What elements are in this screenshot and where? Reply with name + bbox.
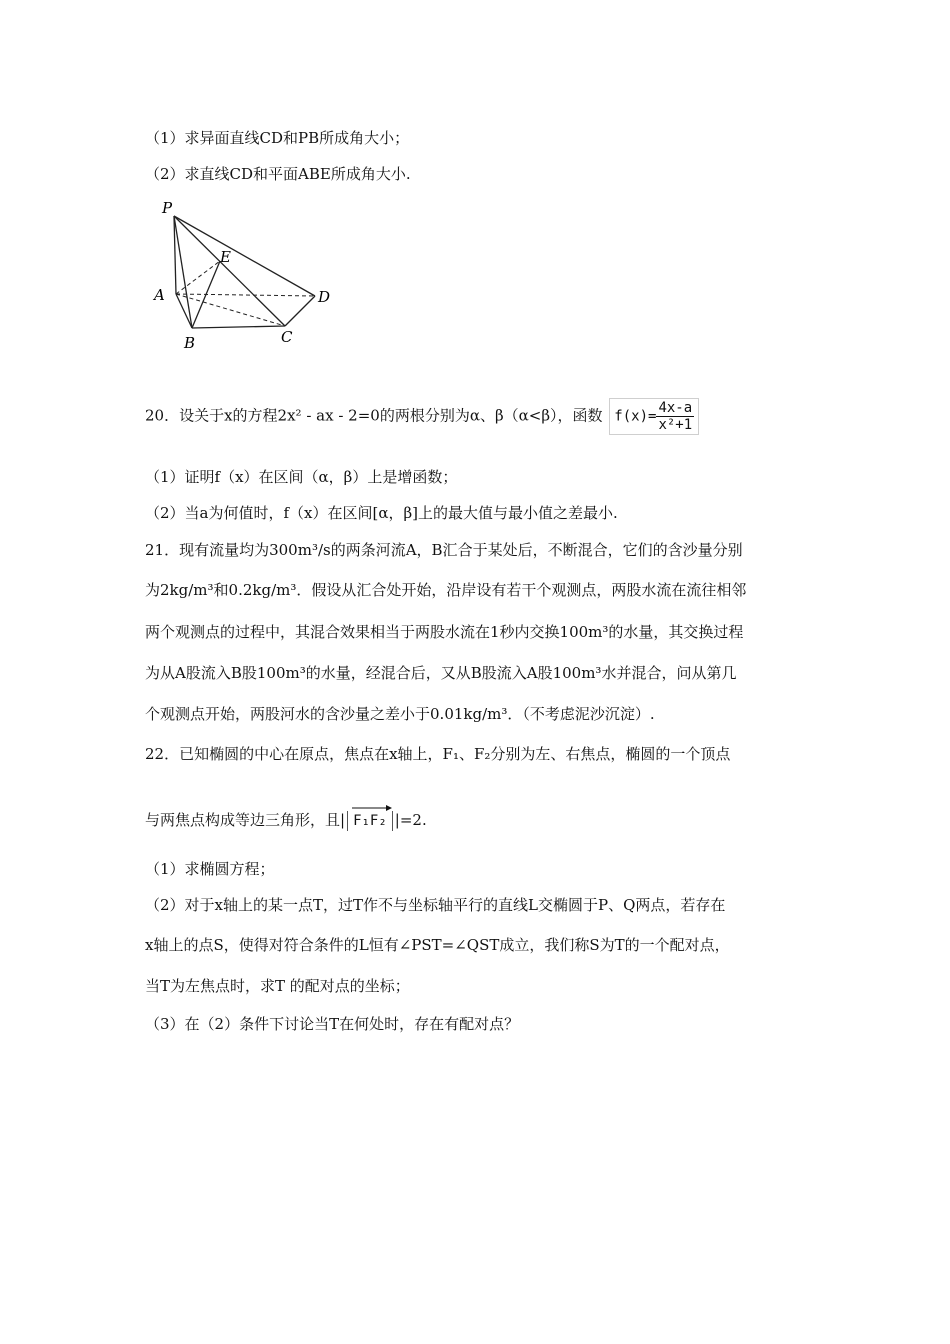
label-p: P (162, 199, 173, 217)
q19-part1: （1）求异面直线CD和PB所成角大小； (145, 129, 410, 147)
vector-f1f2: F₁F₂ (347, 811, 393, 831)
q21-line3: 两个观测点的过程中，其混合效果相当于两股水流在1秒内交换100m³的水量，其交换过程 (145, 623, 744, 641)
q21-line4: 为从A股流入B股100m³的水量，经混合后，又从B股流入A股100m³水并混合，问从第几 (145, 664, 737, 682)
q19-part2: （2）求直线CD和平面ABE所成角大小. (145, 165, 411, 183)
q21-line5: 个观测点开始，两股河水的含沙量之差小于0.01kg/m³．（不考虑泥沙沉淀）. (145, 705, 655, 723)
q20-function-formula: f(x)= $\frac{4x-a}{\text{x²+1}}$ (609, 398, 699, 435)
label-a: A (154, 286, 165, 304)
q21-line2: 为2kg/m³和0.2kg/m³．假设从汇合处开始，沿岸设有若干个观测点，两股水流在流往相邻 (145, 581, 747, 599)
label-c: C (281, 328, 293, 346)
label-d: D (318, 288, 331, 306)
q22-part1: （1）求椭圆方程； (145, 860, 275, 878)
q22-part2-line3: 当T为左焦点时，求T 的配对点的坐标； (145, 977, 410, 995)
q22-line1: 22．已知椭圆的中心在原点，焦点在x轴上，F₁、F₂分别为左、右焦点，椭圆的一个顶点 (145, 745, 731, 763)
q22-part3: （3）在（2）条件下讨论当T在何处时，存在有配对点？ (145, 1015, 520, 1033)
vector-arrow-icon (352, 805, 392, 811)
label-e: E (220, 248, 231, 266)
q22-line2: 与两焦点构成等边三角形，且| F₁F₂ |=2. (145, 810, 427, 831)
q20-part2: （2）当a为何值时，f（x）在区间[α，β]上的最大值与最小值之差最小. (145, 504, 618, 522)
q20-part1: （1）证明f（x）在区间（α，β）上是增函数； (145, 468, 458, 486)
q20-stem: 20．设关于x的方程2x² - ax - 2=0的两根分别为α、β（α<β），函数 f(x)= $\frac{4x-a}{\text{x²+1}}$ (145, 398, 699, 435)
q21-line1: 21．现有流量均为300m³/s的两条河流A，B汇合于某处后，不断混合，它们的含沙量分别 (145, 541, 743, 559)
pyramid-figure (150, 196, 350, 356)
q22-part2-line1: （2）对于x轴上的某一点T，过T作不与坐标轴平行的直线L交椭圆于P、Q两点，若存在 (145, 896, 726, 914)
label-b: B (184, 334, 196, 352)
q22-part2-line2: x轴上的点S，使得对符合条件的L恒有∠PST=∠QST成立，我们称S为T的一个配对点， (145, 936, 730, 954)
